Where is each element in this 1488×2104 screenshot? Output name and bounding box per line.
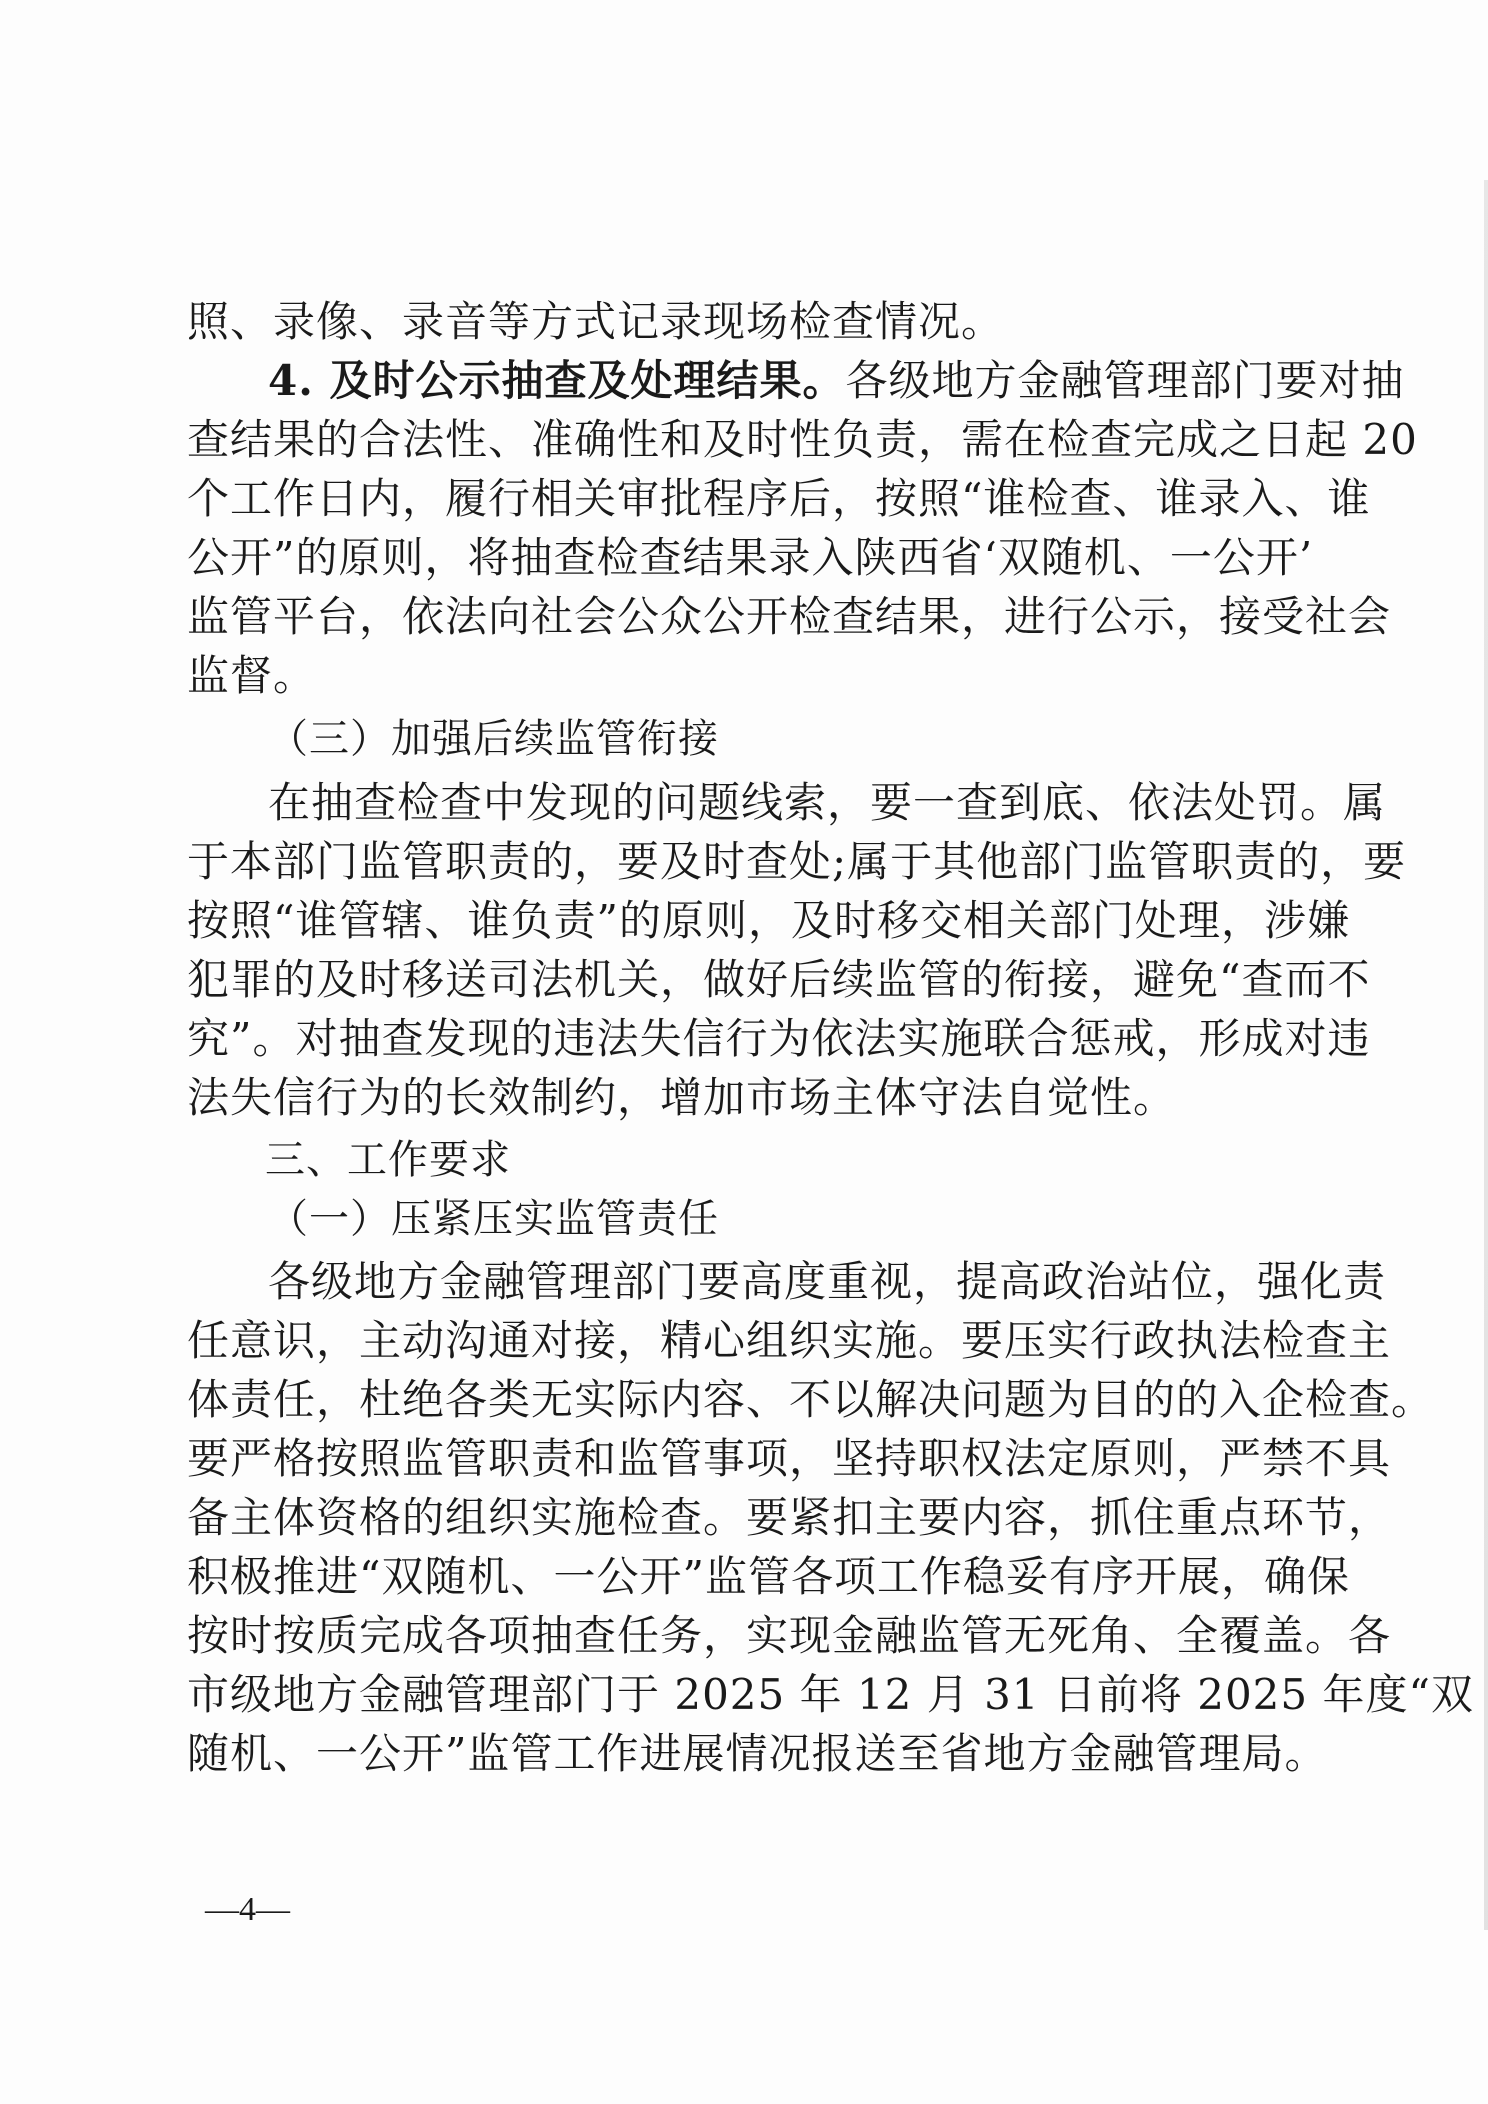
body-line-6: 监管平台，依法向社会公众公开检查结果，进行公示，接受社会 (187, 592, 1392, 641)
body-line-3: 查结果的合法性、准确性和及时性负责，需在检查完成之日起 20 (187, 415, 1418, 464)
body-line-22: 积极推进“双随机、一公开”监管各项工作稳妥有序开展，确保 (187, 1552, 1350, 1601)
body-line-17: 各级地方金融管理部门要高度重视，提高政治站位，强化责 (268, 1257, 1387, 1306)
body-line-5: 公开”的原则，将抽查检查结果录入陕西省‘双随机、一公开’ (187, 533, 1314, 582)
item-4-lead: 4. 及时公示抽查及处理结果。 (268, 356, 846, 405)
body-line-12: 犯罪的及时移送司法机关，做好后续监管的衔接，避免“查而不 (187, 955, 1371, 1004)
body-line-11: 按照“谁管辖、谁负责”的原则，及时移交相关部门处理，涉嫌 (187, 896, 1350, 945)
page-number: —4— (205, 1891, 290, 1928)
section-heading-1: （一）压紧压实监管责任 (268, 1196, 719, 1242)
body-line-20: 要严格按照监管职责和监管事项，坚持职权法定原则，严禁不具 (187, 1434, 1392, 1483)
body-line-10: 于本部门监管职责的，要及时查处;属于其他部门监管职责的，要 (187, 837, 1407, 886)
body-line-23: 按时按质完成各项抽查任务，实现金融监管无死角、全覆盖。各 (187, 1611, 1392, 1660)
section-heading-3: （三）加强后续监管衔接 (268, 716, 719, 762)
body-line-25: 随机、一公开”监管工作进展情况报送至省地方金融管理局。 (187, 1729, 1328, 1778)
body-line-19: 体责任，杜绝各类无实际内容、不以解决问题为目的的入企检查。 (187, 1375, 1435, 1424)
body-line-24: 市级地方金融管理部门于 2025 年 12 月 31 日前将 2025 年度“双 (187, 1670, 1474, 1719)
body-line-4: 个工作日内，履行相关审批程序后，按照“谁检查、谁录入、谁 (187, 474, 1371, 523)
scan-edge (1484, 180, 1488, 1930)
body-line-7: 监督。 (187, 651, 317, 700)
body-line-13: 究”。对抽查发现的违法失信行为依法实施联合惩戒，形成对违 (187, 1014, 1371, 1063)
body-line-14: 法失信行为的长效制约，增加市场主体守法自觉性。 (187, 1073, 1177, 1122)
chapter-heading-work-requirements: 三、工作要求 (265, 1137, 511, 1183)
body-line-18: 任意识，主动沟通对接，精心组织实施。要压实行政执法检查主 (187, 1316, 1392, 1365)
body-line-1: 照、录像、录音等方式记录现场检查情况。 (187, 297, 1005, 346)
body-line-9: 在抽查检查中发现的问题线索，要一查到底、依法处罚。属 (268, 778, 1387, 827)
item-4-text: 各级地方金融管理部门要对抽 (845, 356, 1405, 405)
item-4-heading-line (268, 352, 1405, 410)
body-line-21: 备主体资格的组织实施检查。要紧扣主要内容，抓住重点环节， (187, 1493, 1392, 1542)
